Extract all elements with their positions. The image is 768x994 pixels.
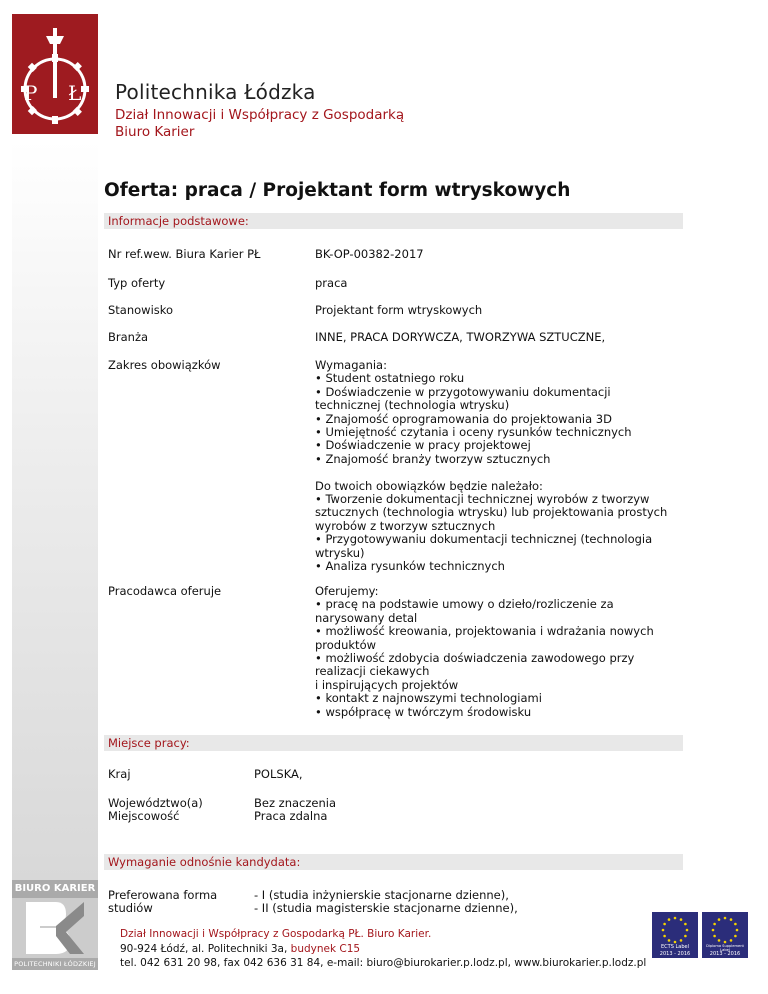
ds-label-text: Diploma Supplement Label [706, 944, 744, 952]
ects-label-text: ECTS Label [661, 944, 689, 950]
row-label: Typ oferty [108, 276, 166, 290]
ects-label-badge [652, 912, 698, 958]
section-candidate-heading: Wymaganie odnośnie kandydata: [104, 854, 683, 870]
row-label: Województwo(a) Miejscowość [108, 796, 203, 824]
offer-title: Oferta: praca / Projektant form wtryskowych [104, 180, 571, 201]
university-name: Politechnika Łódzka [115, 80, 316, 104]
footer-building: budynek C15 [290, 943, 361, 955]
gear-logo-icon [12, 14, 98, 134]
department-name: Dział Innowacji i Współpracy z Gospodarką [115, 107, 405, 123]
row-label: Branża [108, 330, 149, 344]
footer-line-2 [120, 943, 360, 955]
row-label: Zakres obowiązków [108, 358, 221, 372]
row-value: Wymagania: • Student ostatniego roku • Doświadczenie w przygotowywaniu dokumentacji technicznej (technologia wtrysku) • Znajomość oprogramowania do projektowania 3D • Umiejętność czytania i oceny rysunków technicznych • Doświadczenie w pracy projektowej • Znajomość branży tworzyw sztucznych Do twoich obowiązków będzie należało: • Tworzenie dokumentacji technicznej wyrobów z tworzyw sztucznych (technologia wtrysku) lub projektowania prostych wyrobów z tworzyw sztucznych • Przygotowywaniu dokumentacji technicznej (technologia wtrysku) • Analiza rysunków technicznych [315, 358, 668, 574]
university-logo [12, 14, 98, 134]
side-gradient-strip [12, 140, 98, 884]
row-value: Bez znaczenia Praca zdalna [254, 796, 336, 824]
row-label: Stanowisko [108, 303, 174, 317]
office-name: Biuro Karier [115, 124, 195, 140]
ects-years-text: 2013 - 2016 [659, 951, 691, 957]
logo-letter-p: P [24, 81, 38, 105]
section-basic-heading: Informacje podstawowe: [104, 213, 683, 229]
bk-monogram-icon [26, 902, 84, 954]
row-value: praca [315, 276, 348, 290]
row-value: POLSKA, [254, 767, 303, 781]
footer-line-1: Dział Innowacji i Współpracy z Gospodarką PŁ. Biuro Karier. [120, 928, 432, 940]
row-value: BK-OP-00382-2017 [315, 247, 424, 261]
row-value: Projektant form wtryskowych [315, 303, 483, 317]
row-label: Nr ref.wew. Biura Karier PŁ [108, 247, 261, 261]
logo-letter-l: Ł [68, 81, 82, 105]
ds-label-badge [702, 912, 748, 958]
section-location-heading: Miejsce pracy: [104, 735, 683, 751]
row-label: Kraj [108, 767, 131, 781]
row-value: INNE, PRACA DORYWCZA, TWORZYWA SZTUCZNE, [315, 330, 606, 344]
row-value: Oferujemy: • pracę na podstawie umowy o dzieło/rozliczenie za narysowany detal • możliwość kreowania, projektowania i wdrażania nowych produktów • możliwość zdobycia doświadczenia zawodowego przy realizacji ciekawych i inspirujących projektów • kontakt z najnowszymi technologiami • współpracę w twórczym środowisku [315, 584, 654, 719]
footer-address: 90-924 Łódź, al. Politechniki 3a, [120, 943, 291, 955]
bk-logo-bottom-text: POLITECHNIKI ŁÓDZKIEJ [12, 958, 98, 970]
row-label: Pracodawca oferuje [108, 584, 222, 598]
ds-years-text: 2013 - 2016 [709, 951, 741, 957]
row-value: - I (studia inżynierskie stacjonarne dzienne), - II (studia magisterskie stacjonarne dzienne), [254, 888, 518, 916]
bk-logo-top-text: BIURO KARIER [12, 880, 98, 898]
biuro-karier-logo [12, 880, 98, 970]
row-label: Preferowana forma studiów [108, 888, 218, 916]
footer-line-3: tel. 042 631 20 98, fax 042 636 31 84, e-mail: biuro@biurokarier.p.lodz.pl, www.biurokarier.p.lodz.pl [120, 957, 647, 969]
